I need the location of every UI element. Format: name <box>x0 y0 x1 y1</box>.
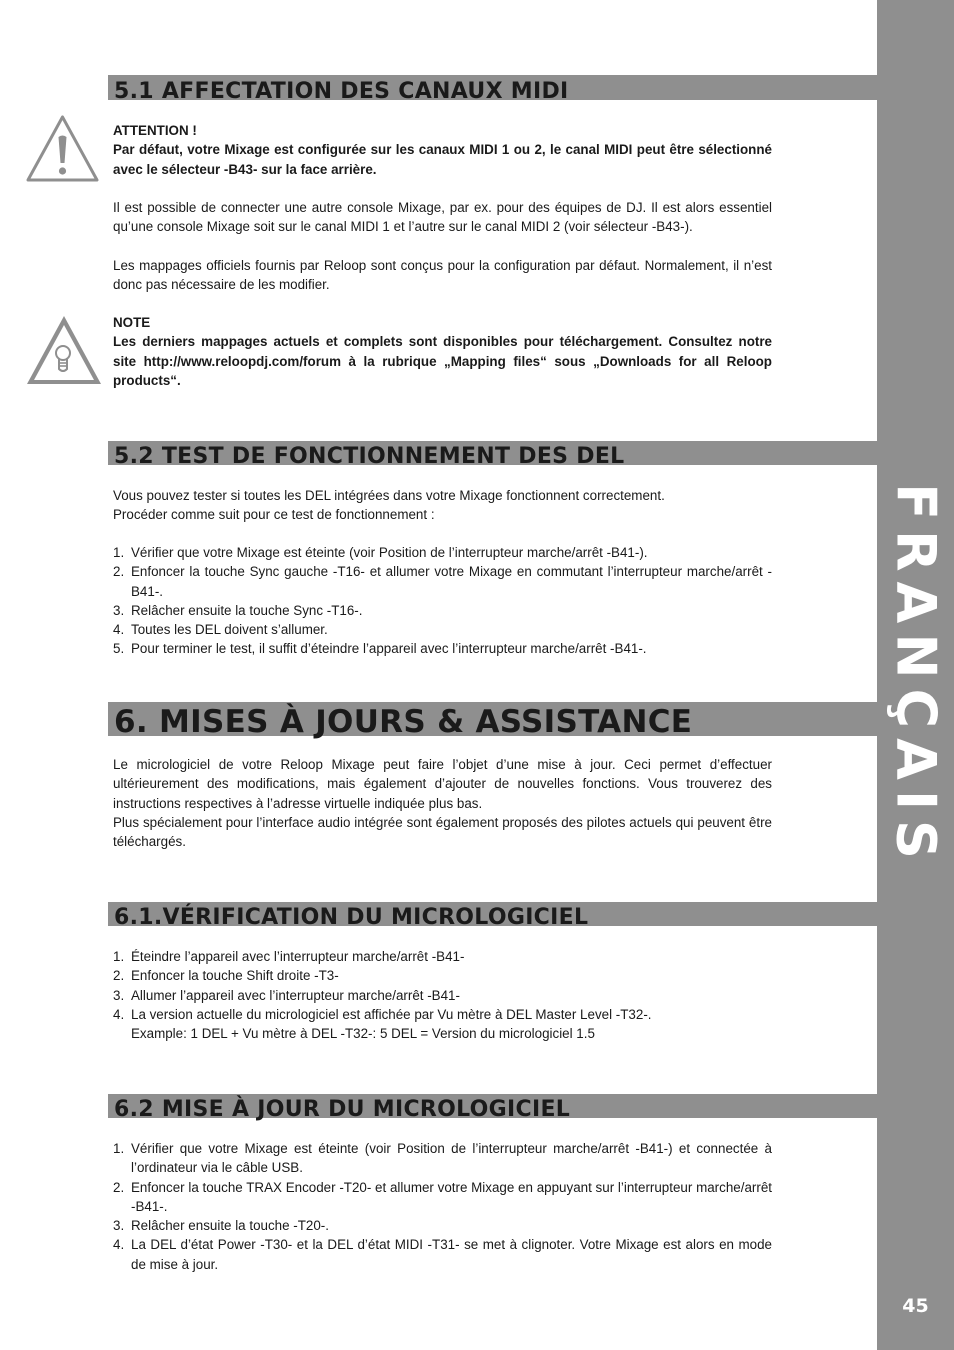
note-block <box>113 313 772 390</box>
list-item: 4. Toutes les DEL doivent s’allumer. <box>113 622 328 638</box>
list-item: 3. Relâcher ensuite la touche Sync -T16-. <box>113 602 363 618</box>
list-item: 1. Vérifier que votre Mixage est éteinte (voir Position de l’interrupteur marche/arrêt -B41-). <box>113 545 648 560</box>
update-intro <box>113 755 772 851</box>
page-number: 45 <box>902 1295 929 1317</box>
note-info-icon <box>24 313 104 387</box>
list-item: 3. Relâcher ensuite la touche -T20-. <box>113 1218 329 1234</box>
midi-paragraph-1 <box>113 198 772 237</box>
led-test-intro <box>113 486 772 525</box>
language-label: FRANÇAIS <box>884 483 948 869</box>
list-item: 4. La version actuelle du micrologiciel est affichée par Vu mètre à DEL Master Level -T32-. Example: 1 DEL + Vu mètre à DEL -T32-: 5 DEL = Version du micrologiciel 1.5 <box>113 1006 652 1042</box>
list-item: 2. Enfoncer la touche Sync gauche -T16- et allumer votre Mixage en commutant l’interrupteur marche/arrêt -B41-. <box>113 564 772 599</box>
note-label: NOTE <box>113 315 151 330</box>
led-intro-line-1: Vous pouvez tester si toutes les DEL intégrées dans votre Mixage fonctionnent correctement. <box>113 488 665 503</box>
section-6-1-title: 6.1.VÉRIFICATION DU MICROLOGICIEL <box>114 905 589 930</box>
section-6-2-title: 6.2 MISE À JOUR DU MICROLOGICIEL <box>114 1097 571 1122</box>
attention-label: ATTENTION ! <box>113 123 197 138</box>
midi-text-1: Il est possible de connecter une autre console Mixage, par ex. pour des équipes de DJ. Il est alors essentiel qu’une console Mixage soit sur le canal MIDI 1 et l’autre sur le canal MIDI 2 (voir sélecteur -B43-). <box>113 200 772 235</box>
list-item: 1. Éteindre l’appareil avec l’interrupteur marche/arrêt -B41- <box>113 949 465 964</box>
firmware-update-steps <box>113 1139 772 1274</box>
update-text-1: Le micrologiciel de votre Reloop Mixage peut faire l’objet d’une mise à jour. Ceci permet d’effectuer ultérieurement des modifications, mais également d’ajouter de nouvelles fonctions. Vous trouverez des instructions respectives à l’adresse virtuelle indiquée plus bas. <box>113 757 772 811</box>
attention-block <box>113 121 772 179</box>
note-text: Les derniers mappages actuels et complets sont disponibles pour téléchargement. Consultez notre site http://www.reloopdj.com/forum à la rubrique „Mapping files“ sous „Downloads for all Reloop products“. <box>113 334 772 388</box>
section-6-header <box>108 702 877 740</box>
list-item: 4. La DEL d’état Power -T30- et la DEL d’état MIDI -T31- se met à clignoter. Votre Mixage est alors en mode de mise à jour. <box>113 1237 772 1272</box>
led-intro-line-2: Procéder comme suit pour ce test de fonctionnement : <box>113 507 435 523</box>
attention-text: Par défaut, votre Mixage est configurée sur les canaux MIDI 1 ou 2, le canal MIDI peut être sélectionné avec le sélecteur -B43- sur la face arrière. <box>113 142 772 177</box>
section-5-1-title: 5.1 AFFECTATION DES CANAUX MIDI <box>114 79 569 104</box>
list-item: 2. Enfoncer la touche Shift droite -T3- <box>113 968 339 984</box>
section-6-title: 6. MISES À JOURS & ASSISTANCE <box>114 704 693 740</box>
midi-paragraph-2 <box>113 256 772 295</box>
section-5-2-title: 5.2 TEST DE FONCTIONNEMENT DES DEL <box>114 444 625 469</box>
list-item: 3. Allumer l’appareil avec l’interrupteur marche/arrêt -B41- <box>113 987 460 1003</box>
section-5-2-header <box>108 441 877 469</box>
list-item: 5. Pour terminer le test, il suffit d’éteindre l’appareil avec l’interrupteur marche/arrêt -B41-. <box>113 641 647 657</box>
list-item: 1. Vérifier que votre Mixage est éteinte (voir Position de l’interrupteur marche/arrêt -B41-) et connectée à l’ordinateur via le câble USB. <box>113 1141 772 1176</box>
led-test-steps <box>113 543 772 659</box>
midi-text-2: Les mappages officiels fournis par Reloop sont conçus pour la configuration par défaut. Normalement, il n’est donc pas nécessaire de les modifier. <box>113 258 772 293</box>
section-5-1-header <box>108 75 877 104</box>
section-6-2-header <box>108 1094 877 1122</box>
firmware-check-steps <box>113 947 772 1043</box>
list-item: 2. Enfoncer la touche TRAX Encoder -T20- et allumer votre Mixage en appuyant sur l’interrupteur marche/arrêt -B41-. <box>113 1179 772 1214</box>
warning-icon <box>24 113 101 185</box>
update-text-2: Plus spécialement pour l’interface audio intégrée sont également proposés des pilotes actuels qui peuvent être téléchargés. <box>113 814 772 850</box>
section-6-1-header <box>108 902 877 930</box>
